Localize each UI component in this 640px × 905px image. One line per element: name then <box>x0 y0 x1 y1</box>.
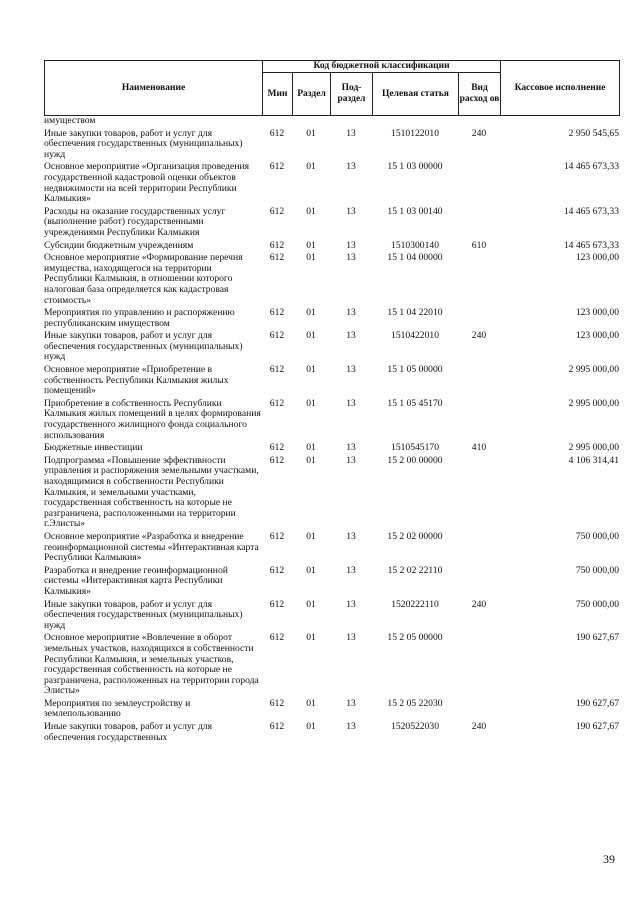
table-row <box>44 600 619 634</box>
cell-razdel: 01 <box>306 721 316 733</box>
cell-razdel: 01 <box>306 632 316 644</box>
cell-min: 612 <box>269 252 285 264</box>
cell-vid: 240 <box>471 721 487 733</box>
header-razdel: Раздел <box>293 73 331 116</box>
cell-amount: 14 465 673,33 <box>563 239 619 251</box>
table-row <box>44 308 619 331</box>
cell-amount <box>500 116 619 129</box>
header-min: Мин <box>263 73 293 116</box>
cell-vid <box>458 308 500 331</box>
table-row <box>44 365 619 399</box>
cell-name: Разработка и внедрение геоинформационной системы «Интерактивная карта Республики Калмыкия» <box>44 564 228 597</box>
cell-min: 612 <box>269 632 285 644</box>
cell-target: 15 2 05 22030 <box>387 697 443 709</box>
table-body <box>44 116 619 745</box>
cell-min: 612 <box>269 205 285 217</box>
cell-target: 15 1 05 45170 <box>387 397 443 409</box>
cell-target: 1510422010 <box>391 330 439 342</box>
cell-razdel: 01 <box>306 239 316 251</box>
header-podrazdel: Под-раздел <box>331 73 373 116</box>
cell-vid <box>458 456 500 532</box>
cell-name: Бюджетные инвестиции <box>44 442 143 454</box>
header-name: Наименование <box>45 61 263 116</box>
cell-target: 15 1 04 00000 <box>387 252 443 264</box>
cell-name: Основное мероприятие «Приобретение в собственность Республики Калмыкия жилых помещений» <box>44 364 229 397</box>
table-row <box>44 399 619 443</box>
cell-podrazdel: 13 <box>346 442 356 454</box>
table-row <box>44 699 619 722</box>
cell-target: 15 1 03 00000 <box>387 161 443 173</box>
cell-min: 612 <box>269 442 285 454</box>
header-code-group: Код бюджетной классификации <box>263 61 501 73</box>
cell-target: 15 1 03 00140 <box>387 205 443 217</box>
header-cash-execution: Кассовое исполнение <box>501 61 620 116</box>
cell-podrazdel: 13 <box>346 598 356 610</box>
cell-target: 1510122010 <box>391 127 439 139</box>
cell-amount: 123 000,00 <box>575 307 619 319</box>
cell-min <box>262 116 292 129</box>
cell-target: 15 1 04 22010 <box>387 307 443 319</box>
cell-podrazdel: 13 <box>346 454 356 466</box>
cell-amount: 2 995 000,00 <box>568 442 619 454</box>
table-row <box>44 331 619 365</box>
cell-podrazdel: 13 <box>346 161 356 173</box>
cell-amount: 2 950 545,65 <box>568 127 619 139</box>
cell-name: Мероприятия по землеустройству и землепользованию <box>44 697 191 720</box>
cell-name: Основное мероприятие «Разработка и внедрение геоинформационной системы «Интерактивная карта Республики Калмыкия» <box>44 530 259 564</box>
cell-amount: 190 627,67 <box>575 721 619 733</box>
cell-vid <box>458 253 500 308</box>
cell-amount: 2 995 000,00 <box>568 397 619 409</box>
cell-min: 612 <box>269 239 285 251</box>
cell-razdel: 01 <box>306 564 316 576</box>
cell-podrazdel: 13 <box>346 697 356 709</box>
cell-podrazdel: 13 <box>346 721 356 733</box>
cell-vid <box>458 116 500 129</box>
cell-amount: 750 000,00 <box>575 564 619 576</box>
table-row <box>44 633 619 699</box>
table-row <box>44 129 619 163</box>
cell-razdel: 01 <box>306 307 316 319</box>
cell-amount: 4 106 314,41 <box>568 454 619 466</box>
cell-razdel: 01 <box>306 364 316 376</box>
table-row <box>44 722 619 745</box>
cell-min: 612 <box>269 564 285 576</box>
cell-target: 1510300140 <box>391 239 439 251</box>
table-row <box>44 253 619 308</box>
cell-razdel: 01 <box>306 697 316 709</box>
cell-podrazdel: 13 <box>346 564 356 576</box>
table-row <box>44 116 619 129</box>
cell-amount: 190 627,67 <box>575 632 619 644</box>
cell-target: 1510545170 <box>391 442 439 454</box>
cell-razdel: 01 <box>306 598 316 610</box>
cell-podrazdel <box>330 116 372 129</box>
cell-min: 612 <box>269 161 285 173</box>
cell-min: 612 <box>269 721 285 733</box>
header-vid: Вид расход ов <box>459 73 501 116</box>
cell-name: Подпрограмма «Повышение эффективности управления и распоряжения земельными участками, находящимися в собственности Республики Калмыкия, и земельными участками, государственная собственность на которые не разграничена, расположенными на территории г.Элисты» <box>44 454 259 530</box>
cell-name: Основное мероприятие «Формирование перечня имущества, находящегося на территории Республики Калмыкия, в отношении которого налоговая база определяется как кадастровая стоимость» <box>44 252 243 306</box>
cell-name: Основное мероприятие «Вовлечение в оборот земельных участков, находящихся в собственности Республики Калмыкия, и земельных участков, государственная собственность на которые не разграничена, расположенных на территории города Элисты» <box>44 632 259 697</box>
cell-amount: 14 465 673,33 <box>563 205 619 217</box>
cell-min: 612 <box>269 364 285 376</box>
cell-podrazdel: 13 <box>346 632 356 644</box>
cell-min: 612 <box>269 454 285 466</box>
cell-podrazdel: 13 <box>346 127 356 139</box>
cell-razdel <box>292 116 330 129</box>
cell-podrazdel: 13 <box>346 252 356 264</box>
table-row <box>44 207 619 241</box>
cell-target: 15 2 05 00000 <box>387 632 443 644</box>
cell-podrazdel: 13 <box>346 364 356 376</box>
cell-target <box>372 116 458 129</box>
cell-razdel: 01 <box>306 161 316 173</box>
cell-vid: 240 <box>471 598 487 610</box>
cell-vid: 240 <box>471 127 487 139</box>
cell-vid <box>458 162 500 206</box>
cell-target: 15 2 02 00000 <box>387 530 443 542</box>
cell-min: 612 <box>269 598 285 610</box>
cell-min: 612 <box>269 127 285 139</box>
cell-amount: 190 627,67 <box>575 697 619 709</box>
cell-vid: 240 <box>471 330 487 342</box>
cell-amount: 14 465 673,33 <box>563 161 619 173</box>
cell-vid <box>458 566 500 600</box>
cell-razdel: 01 <box>306 330 316 342</box>
cell-amount: 750 000,00 <box>575 530 619 542</box>
cell-podrazdel: 13 <box>346 397 356 409</box>
table-row <box>44 566 619 600</box>
cell-amount: 750 000,00 <box>575 598 619 610</box>
cell-target: 1520522030 <box>391 721 439 733</box>
cell-name: Субсидии бюджетным учреждениям <box>44 239 194 251</box>
cell-min: 612 <box>269 307 285 319</box>
cell-name: Иные закупки товаров, работ и услуг для обеспечения государственных (муниципальных) нужд <box>44 330 243 363</box>
cell-amount: 2 995 000,00 <box>568 364 619 376</box>
cell-podrazdel: 13 <box>346 239 356 251</box>
cell-target: 15 2 00 00000 <box>387 454 443 466</box>
cell-vid <box>458 532 500 566</box>
cell-podrazdel: 13 <box>346 307 356 319</box>
cell-target: 15 1 05 00000 <box>387 364 443 376</box>
cell-name: Приобретение в собственность Республики Калмыкия жилых помещений в целях формирования государственного жилищного фонда социального использования <box>44 397 261 441</box>
cell-min: 612 <box>269 697 285 709</box>
cell-name: Иные закупки товаров, работ и услуг для обеспечения государственных <box>44 721 213 743</box>
cell-podrazdel: 13 <box>346 530 356 542</box>
cell-target: 15 2 02 22110 <box>387 564 443 576</box>
table-row <box>44 162 619 206</box>
cell-name: Мероприятия по управлению и распоряжению республиканским имуществом <box>44 307 235 329</box>
cell-min: 612 <box>269 530 285 542</box>
cell-vid <box>458 365 500 399</box>
cell-vid <box>458 399 500 443</box>
cell-vid: 410 <box>471 442 487 454</box>
cell-podrazdel: 13 <box>346 330 356 342</box>
cell-vid <box>458 207 500 241</box>
cell-razdel: 01 <box>306 127 316 139</box>
cell-amount: 123 000,00 <box>575 252 619 264</box>
cell-name: Основное мероприятие «Организация проведения государственной кадастровой оценки объектов недвижимости на всей территории Республики Калмыкия» <box>44 161 250 205</box>
table-header <box>44 60 620 116</box>
cell-min: 612 <box>269 330 285 342</box>
cell-name: Иные закупки товаров, работ и услуг для обеспечения государственных (муниципальных) нужд <box>44 127 243 160</box>
cell-vid <box>458 699 500 722</box>
header-target: Целевая статья <box>373 73 459 116</box>
cell-razdel: 01 <box>306 397 316 409</box>
cell-name: Расходы на оказание государственных услуг (выполнение работ) государственными учреждениями Республики Калмыкия <box>44 205 226 238</box>
page-number: 39 <box>603 852 615 866</box>
cell-target: 1520222110 <box>391 598 439 610</box>
cell-razdel: 01 <box>306 252 316 264</box>
cell-amount: 123 000,00 <box>575 330 619 342</box>
table-row <box>44 443 619 456</box>
cell-razdel: 01 <box>306 442 316 454</box>
budget-table <box>44 116 619 745</box>
cell-vid <box>458 633 500 699</box>
table-row <box>44 532 619 566</box>
cell-razdel: 01 <box>306 530 316 542</box>
cell-name: имуществом <box>44 115 96 126</box>
cell-razdel: 01 <box>306 454 316 466</box>
cell-name: Иные закупки товаров, работ и услуг для обеспечения государственных (муниципальных) нужд <box>44 598 243 631</box>
table-row <box>44 456 619 532</box>
cell-razdel: 01 <box>306 205 316 217</box>
cell-vid: 610 <box>471 239 487 251</box>
cell-podrazdel: 13 <box>346 205 356 217</box>
cell-min: 612 <box>269 397 285 409</box>
